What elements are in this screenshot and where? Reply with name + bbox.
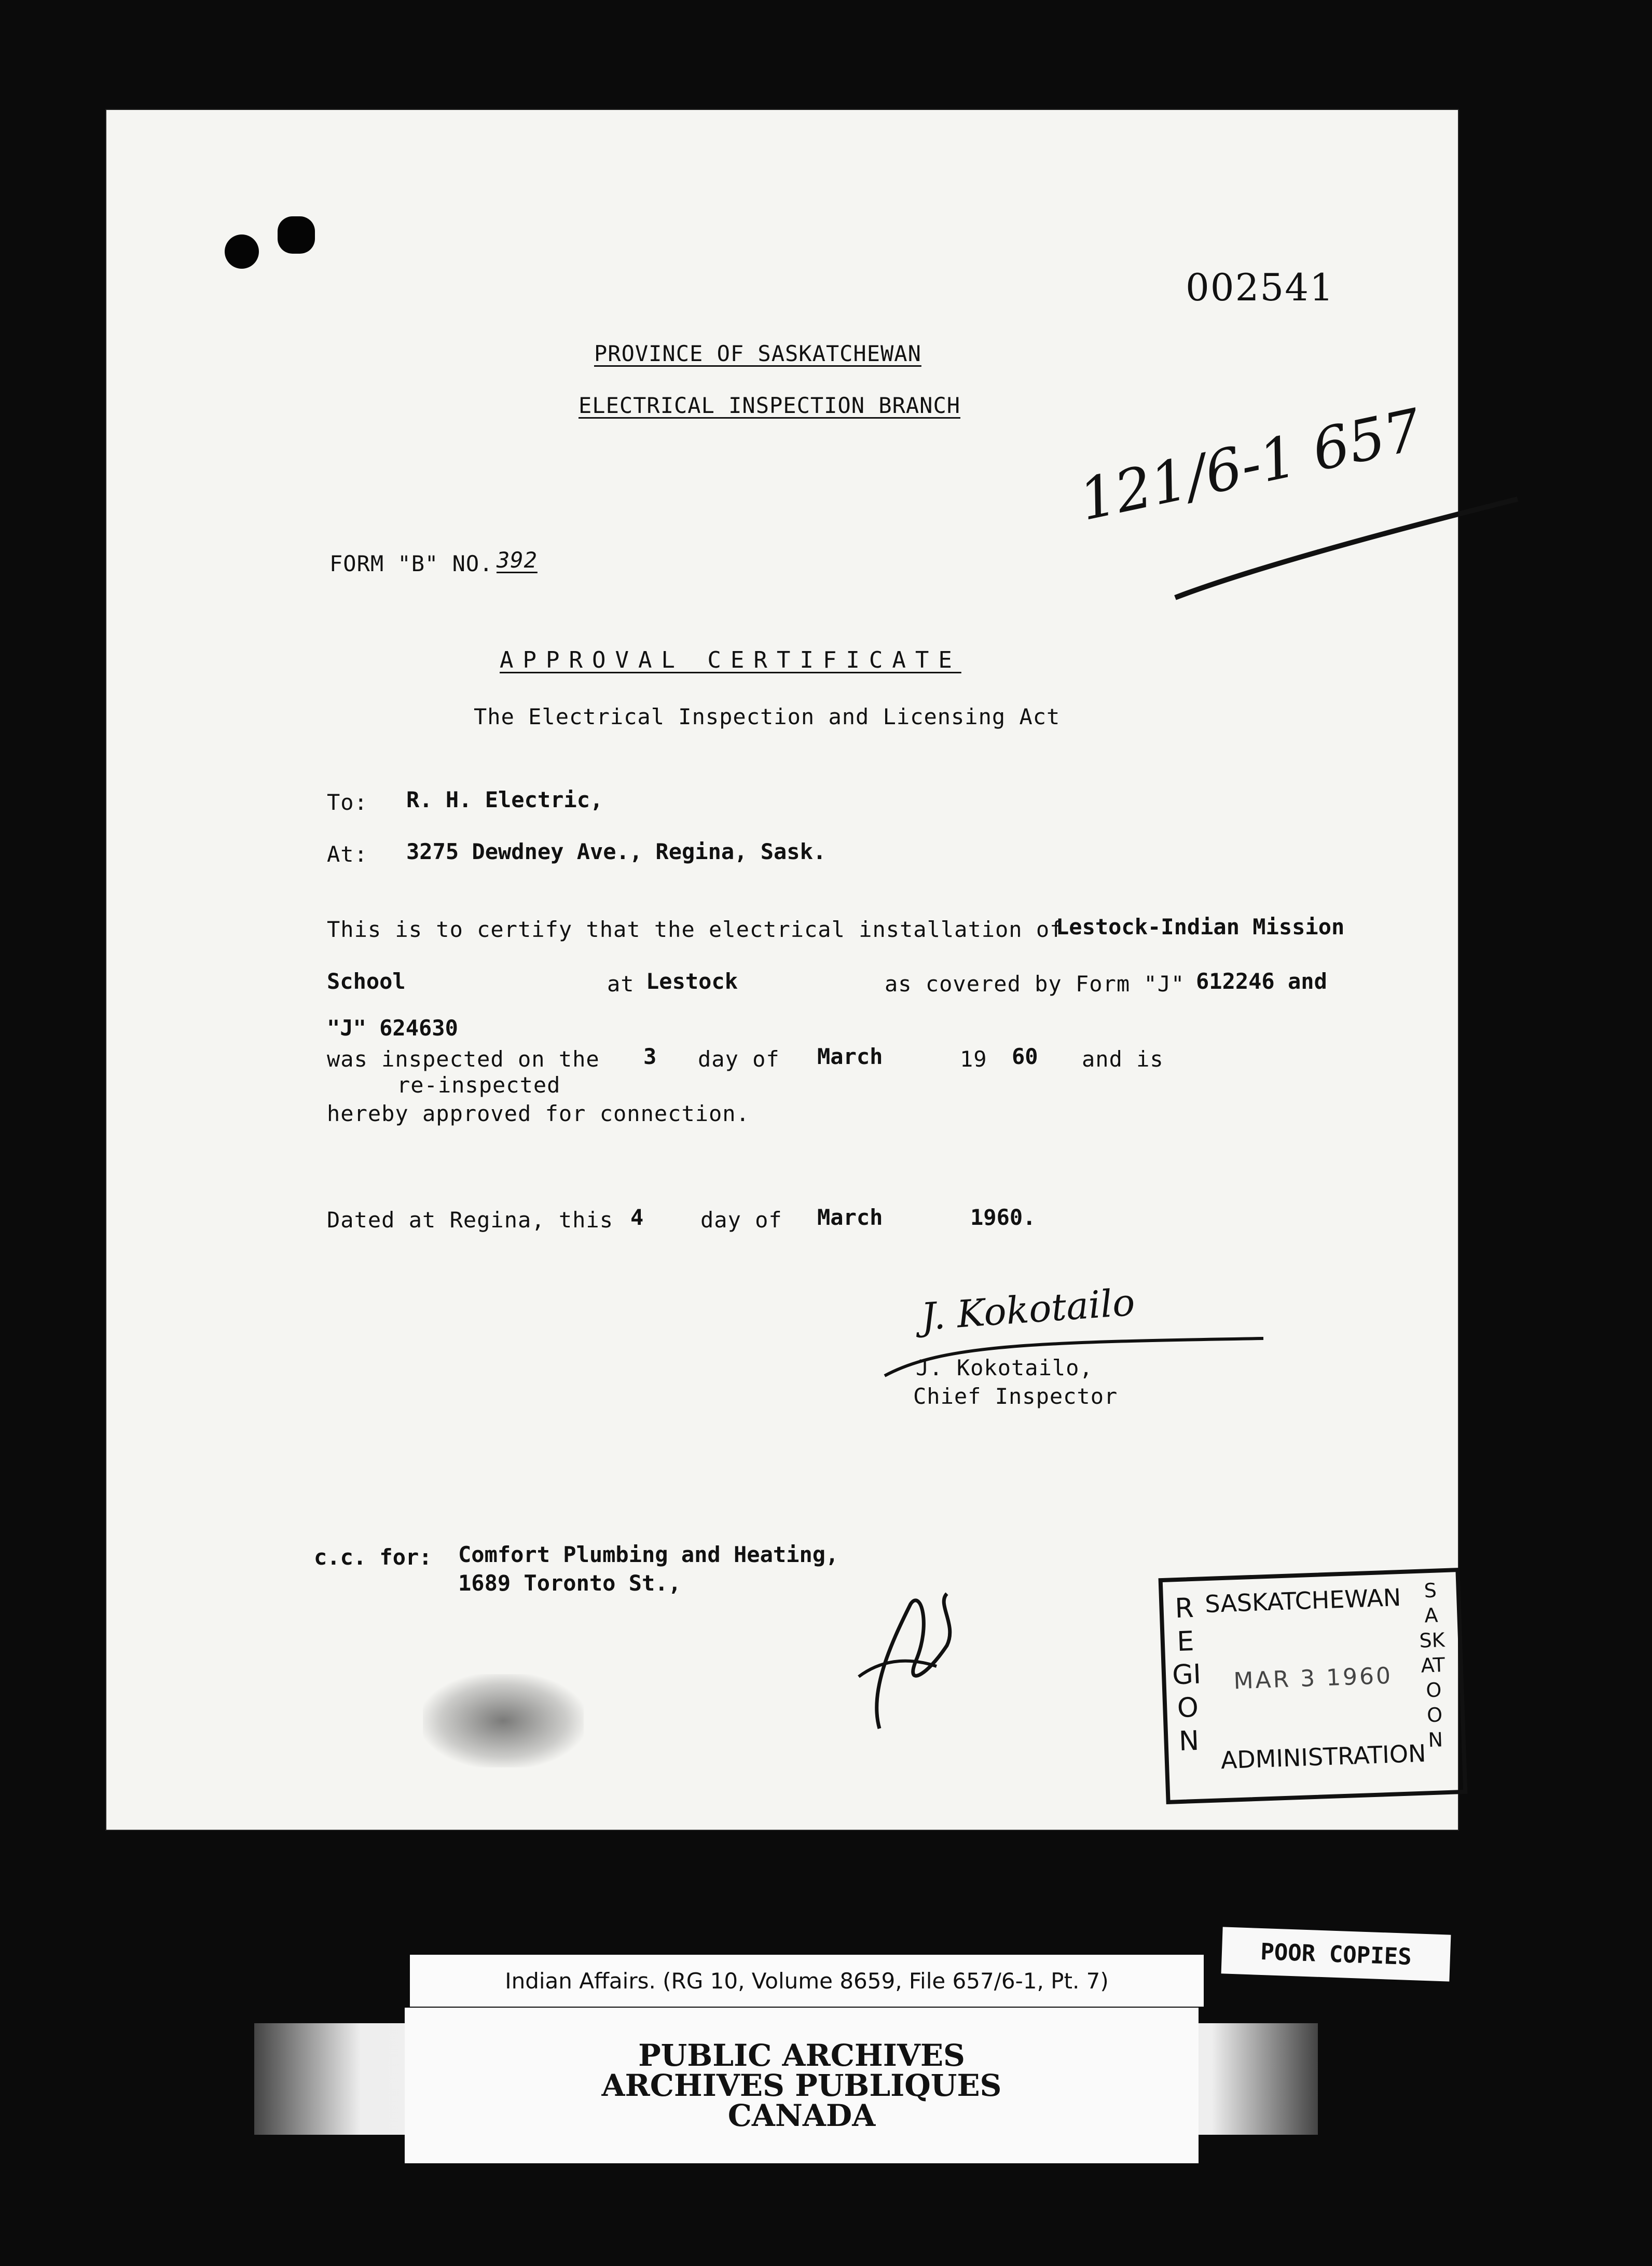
form-j-2: "J" 624630 [327, 1015, 458, 1041]
at-value: 3275 Dewdney Ave., Regina, Sask. [406, 839, 827, 864]
dated-month: March [817, 1205, 883, 1230]
form-number: 392 [497, 547, 538, 573]
stamp-bottom: ADMINISTRATION [1220, 1739, 1427, 1775]
form-j-1: 612246 and [1196, 969, 1327, 994]
handwritten-underline [1165, 494, 1528, 608]
installation-name-2: School [327, 969, 406, 994]
year-prefix: 19 [960, 1046, 987, 1072]
form-label: FORM "B" NO. [329, 551, 493, 576]
ink-smudge [423, 1674, 584, 1767]
at-word: at [607, 971, 635, 997]
at-label: At: [327, 841, 368, 867]
archive-line-1: PUBLIC ARCHIVES [638, 2038, 965, 2073]
covered-text: as covered by Form "J" [885, 971, 1185, 997]
document-number: 002541 [1186, 266, 1334, 309]
heading-province: PROVINCE OF SASKATCHEWAN [594, 341, 921, 366]
dated-day: 4 [630, 1205, 644, 1230]
archive-line-2: ARCHIVES PUBLIQUES [601, 2068, 1002, 2103]
stamp-date: MAR 3 1960 [1233, 1662, 1393, 1695]
signature: J. Kokotailo [919, 1280, 1136, 1339]
inspected-day-of: day of [698, 1046, 780, 1072]
stamp-left-column: REGION [1172, 1592, 1202, 1758]
installation-name: Lestock-Indian Mission [1056, 914, 1345, 939]
dated-year: 1960. [970, 1205, 1036, 1230]
received-stamp [1159, 1568, 1468, 1804]
inspected-day: 3 [643, 1044, 657, 1069]
reinspected: re-inspected [397, 1072, 561, 1098]
act-name: The Electrical Inspection and Licensing Act [474, 704, 1061, 729]
certify-text: This is to certify that the electrical installation of [327, 917, 1064, 942]
cc-line-2: 1689 Toronto St., [458, 1570, 681, 1596]
archive-label [405, 2008, 1199, 2163]
year-suffix: 60 [1012, 1044, 1038, 1069]
to-value: R. H. Electric, [406, 787, 603, 812]
dated-text: Dated at Regina, this [327, 1207, 614, 1233]
signer-title: Chief Inspector [913, 1384, 1118, 1409]
signer-name: J. Kokotailo, [916, 1355, 1093, 1380]
stamp-right-column: SASKATOON [1419, 1579, 1446, 1752]
certificate-title: APPROVAL CERTIFICATE [500, 647, 961, 673]
cc-line-1: Comfort Plumbing and Heating, [458, 1542, 839, 1567]
inspected-text: was inspected on the [327, 1046, 600, 1072]
poor-copies-label: POOR COPIES [1221, 1927, 1451, 1981]
approved-text: hereby approved for connection. [327, 1101, 750, 1126]
handwritten-file-number: 121/6-1 657 [1073, 396, 1427, 534]
document-page [106, 110, 1458, 1830]
archive-line-3: CANADA [727, 2098, 876, 2133]
stamp-top: SASKATCHEWAN [1204, 1583, 1402, 1619]
handwritten-initials [848, 1573, 983, 1744]
inspected-month: March [817, 1044, 883, 1069]
cc-label: c.c. for: [314, 1544, 432, 1570]
dated-day-of: day of [700, 1207, 782, 1233]
punch-hole-right [278, 216, 315, 254]
punch-hole-left [225, 234, 259, 269]
heading-branch: ELECTRICAL INSPECTION BRANCH [579, 393, 961, 418]
to-label: To: [327, 790, 368, 815]
location: Lestock [646, 969, 738, 994]
archive-reference: Indian Affairs. (RG 10, Volume 8659, File 657/6-1, Pt. 7) [410, 1955, 1204, 2007]
and-is: and is [1082, 1046, 1164, 1072]
